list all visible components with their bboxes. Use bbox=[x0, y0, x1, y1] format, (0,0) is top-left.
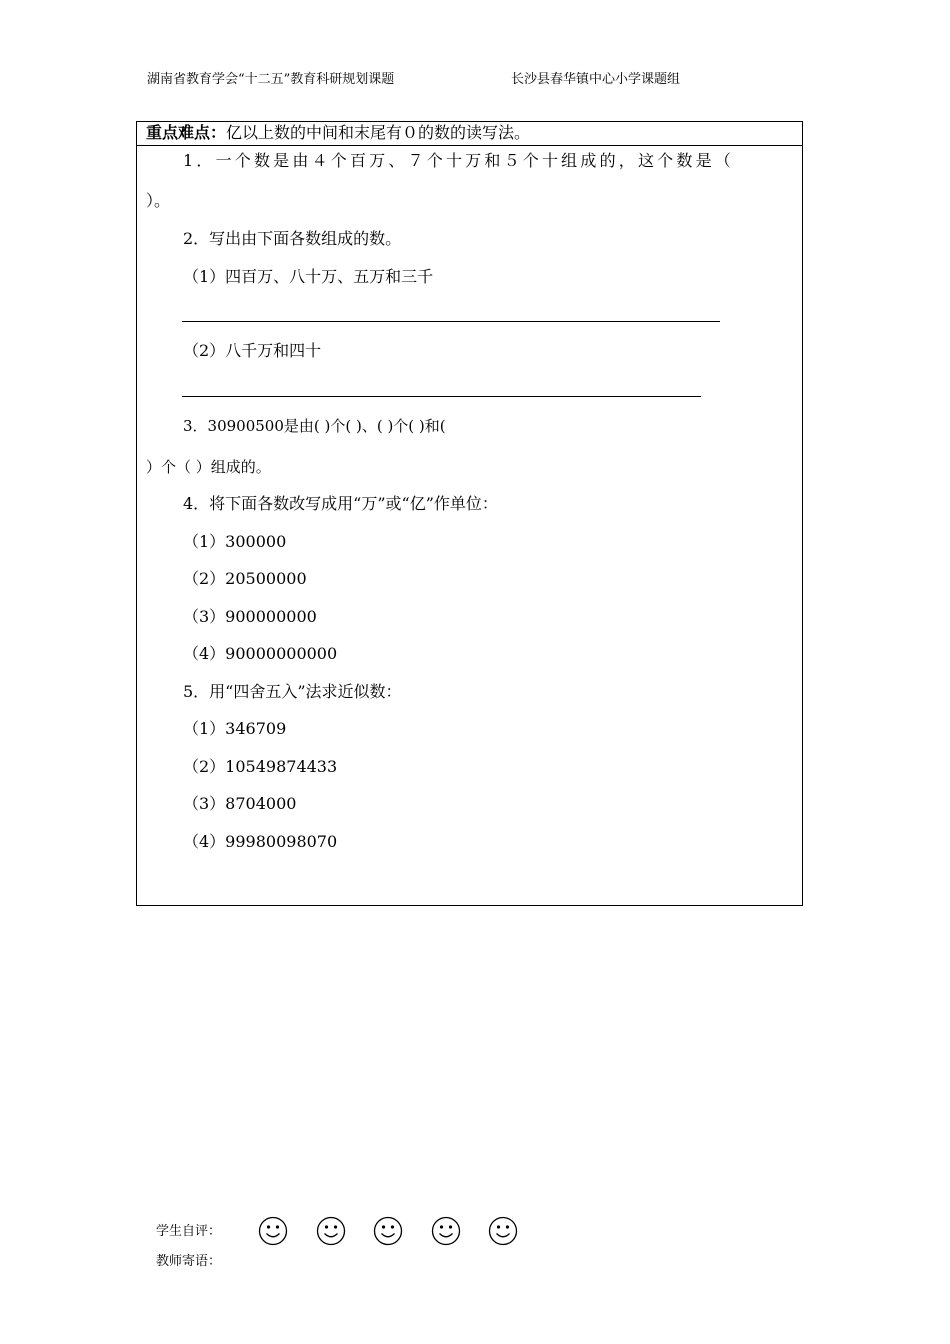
question-1-line-2: ）。 bbox=[146, 191, 171, 210]
question-4-item-1: （1）300000 bbox=[183, 532, 287, 551]
smiley-icon[interactable] bbox=[258, 1216, 288, 1246]
question-2-item-1: （1）四百万、八十万、五万和三千 bbox=[183, 267, 434, 286]
question-4-item-2: （2）20500000 bbox=[183, 569, 307, 588]
header-left: 湖南省教育学会“十二五”教育科研规划课题 bbox=[147, 72, 395, 87]
question-1-line-1: 1．一个数是由４个百万、７个十万和５个十组成的，这个数是（ bbox=[183, 151, 734, 170]
focus-row bbox=[137, 122, 802, 146]
focus-label: 重点难点： bbox=[146, 123, 227, 142]
header-right: 长沙县春华镇中心小学课题组 bbox=[511, 72, 681, 87]
question-4-item-3: （3）900000000 bbox=[183, 607, 317, 626]
question-2: 2．写出由下面各数组成的数。 bbox=[183, 229, 402, 248]
answer-line-1[interactable] bbox=[182, 321, 720, 322]
answer-line-2[interactable] bbox=[182, 396, 701, 397]
question-4: 4．将下面各数改写成用“万”或“亿”作单位： bbox=[183, 494, 498, 513]
question-5-item-2: （2）10549874433 bbox=[183, 757, 338, 776]
smiley-icon[interactable] bbox=[316, 1216, 346, 1246]
question-4-item-4: （4）90000000000 bbox=[183, 644, 338, 663]
question-5: 5．用“四舍五入”法求近似数： bbox=[183, 682, 402, 701]
question-5-item-4: （4）99980098070 bbox=[183, 832, 338, 851]
smiley-icon[interactable] bbox=[488, 1216, 518, 1246]
smiley-icon[interactable] bbox=[431, 1216, 461, 1246]
question-5-item-1: （1）346709 bbox=[183, 719, 287, 738]
focus-text: 亿以上数的中间和末尾有０的数的读写法。 bbox=[226, 123, 531, 142]
question-5-item-3: （3）8704000 bbox=[183, 794, 297, 813]
question-3-line-1: 3．30900500是由( )个( )、( )个( )和( bbox=[183, 417, 446, 435]
question-3-line-2: ）个（ ）组成的。 bbox=[146, 458, 271, 476]
smiley-icon[interactable] bbox=[373, 1216, 403, 1246]
teacher-message-label: 教师寄语： bbox=[156, 1254, 222, 1269]
exercise-box bbox=[136, 121, 803, 906]
student-self-eval-label: 学生自评： bbox=[156, 1224, 222, 1239]
question-2-item-2: （2）八千万和四十 bbox=[183, 341, 322, 360]
